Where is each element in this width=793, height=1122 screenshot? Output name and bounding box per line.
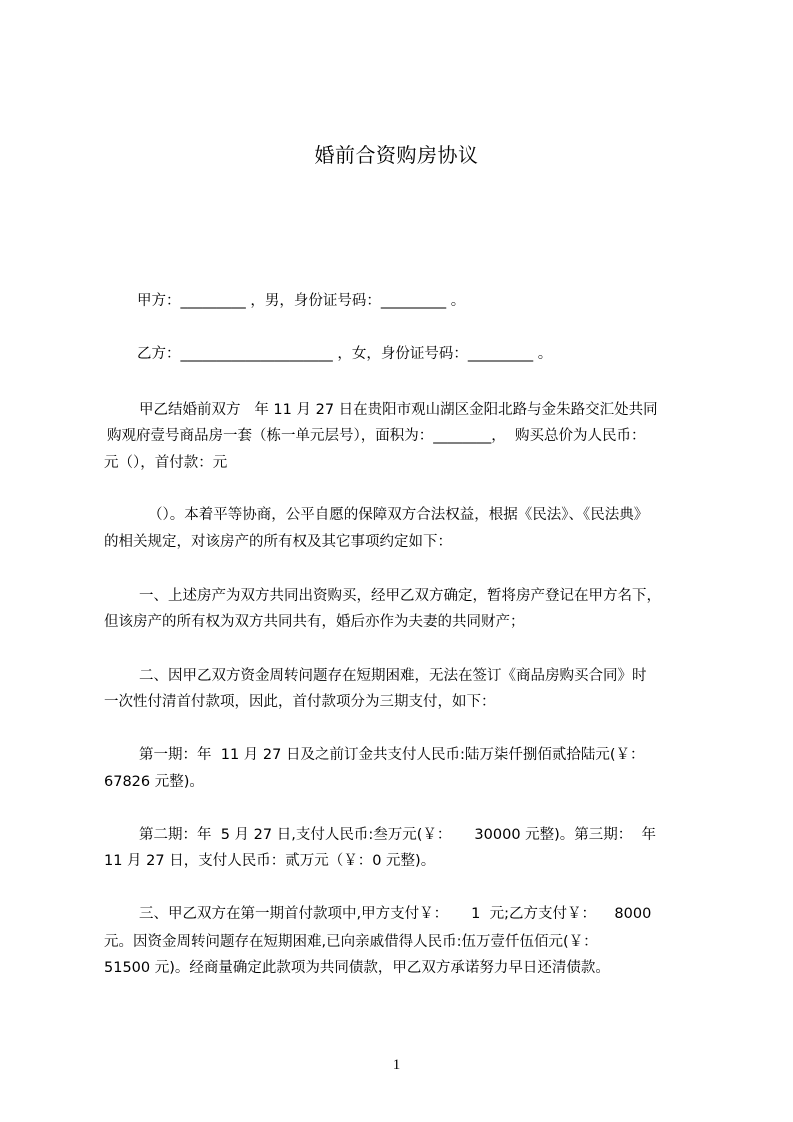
- intro-continued-line-1: （）。本着平等协商，公平自愿的保障双方合法权益，根据《民法》、《民法典》: [148, 507, 649, 523]
- phase-1-line-1: 第一期：年 11 月 27 日及之前订金共支付人民币:陆万柒仟捌佰贰拾陆元(￥：: [139, 747, 645, 763]
- clause-3-line-2: 元。因资金周转问题存在短期困难,已向亲戚借得人民币:伍万壹仟伍佰元(￥：: [104, 934, 598, 950]
- phase-2-3-line-2: 11 月 27 日，支付人民币：贰万元（￥：0 元整)。: [104, 853, 436, 869]
- intro-line-1: 甲乙结婚前双方 年 11 月 27 日在贵阳市观山湖区金阳北路与金朱路交汇处共同: [139, 402, 658, 418]
- clause-1-line-1: 一、上述房产为双方共同出资购买，经甲乙双方确定，暂将房产登记在甲方名下，: [139, 588, 661, 604]
- intro-line-3: 元（），首付款：元: [104, 455, 228, 471]
- phase-1-line-2: 67826 元整)。: [104, 774, 204, 790]
- party-a-line: 甲方：_________ ，男，身份证号码：_________ 。: [137, 293, 466, 309]
- clause-3-line-1: 三、甲乙双方在第一期首付款项中,甲方支付￥： 1 元;乙方支付￥： 8000: [139, 906, 652, 922]
- document-title: 婚前合资购房协议: [314, 143, 479, 167]
- page-number: 1: [392, 1057, 401, 1073]
- clause-1-line-2: 但该房产的所有权为双方共同共有，婚后亦作为夫妻的共同财产；: [104, 614, 525, 630]
- clause-3-line-3: 51500 元)。经商量确定此款项为共同债款，甲乙双方承诺努力早日还清债款。: [104, 960, 610, 976]
- phase-2-3-line-1: 第二期：年 5 月 27 日,支付人民币:叁万元(￥： 30000 元整)。第三期： 年: [139, 827, 657, 843]
- party-b-line: 乙方：_____________________ ，女，身份证号码：_________ 。: [137, 346, 553, 362]
- clause-2-line-2: 一次性付清首付款项，因此，首付款项分为三期支付，如下：: [104, 694, 496, 710]
- intro-line-2: 购观府壹号商品房一套（栋一单元层号），面积为：________， 购买总价为人民币：: [107, 428, 646, 444]
- intro-continued-line-2: 的相关规定，对该房产的所有权及其它事项约定如下：: [104, 534, 452, 550]
- clause-2-line-1: 二、因甲乙双方资金周转问题存在短期困难，无法在签订《商品房购买合同》时: [139, 668, 647, 684]
